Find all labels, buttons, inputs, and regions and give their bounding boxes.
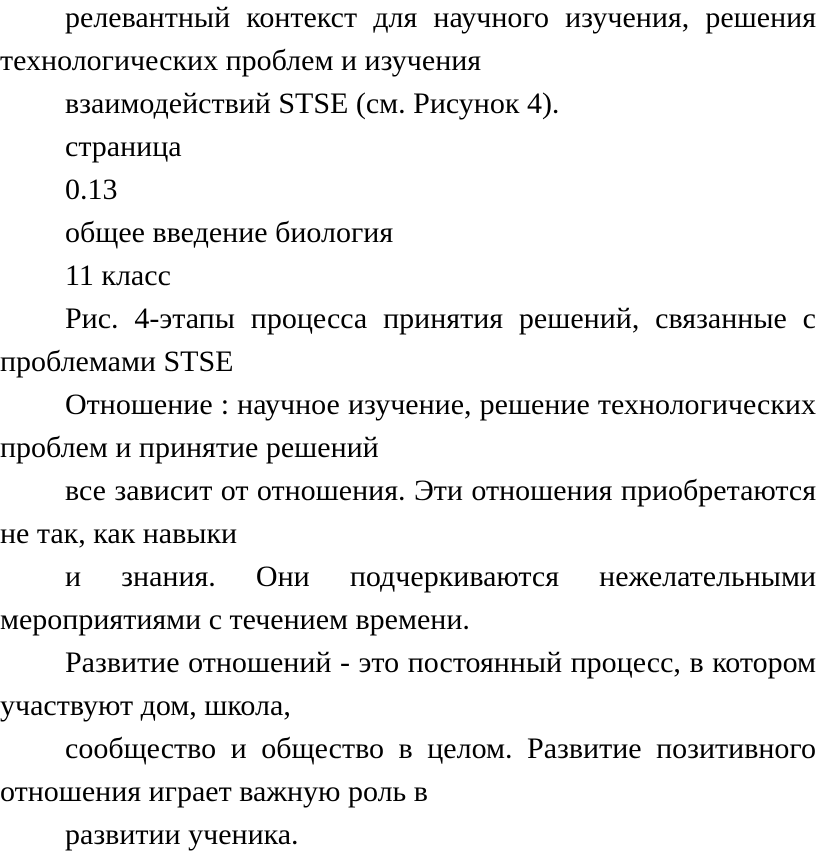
paragraph-5: общее введение биология: [65, 216, 394, 249]
paragraph-6: 11 класс: [65, 259, 171, 292]
paragraph-12: сообщество и общество в целом. Развитие позитивного отношения играет важную роль в: [0, 732, 816, 808]
paragraph-3: страница: [65, 130, 182, 163]
paragraph-11: Развитие отношений - это постоянный процесс, в котором участвуют дом, школа,: [0, 646, 816, 722]
paragraph-4: 0.13: [65, 173, 118, 206]
paragraph-9: все зависит от отношения. Эти отношения приобретаются не так, как навыки: [0, 474, 816, 550]
paragraph-8: Отношение : научное изучение, решение технологических проблем и принятие решений: [0, 388, 816, 464]
figure-caption: Рис. 4-этапы процесса принятия решений, связанные с проблемами STSE: [0, 302, 816, 378]
paragraph-13: развитии ученика.: [65, 818, 299, 851]
paragraph-10: и знания. Они подчеркиваются нежелательными мероприятиями с течением времени.: [0, 560, 816, 636]
paragraph-2: взаимодействий STSE (см. Рисунок 4).: [65, 87, 560, 120]
paragraph-1: релевантный контекст для научного изучения, решения технологических проблем и изучения: [0, 1, 816, 77]
